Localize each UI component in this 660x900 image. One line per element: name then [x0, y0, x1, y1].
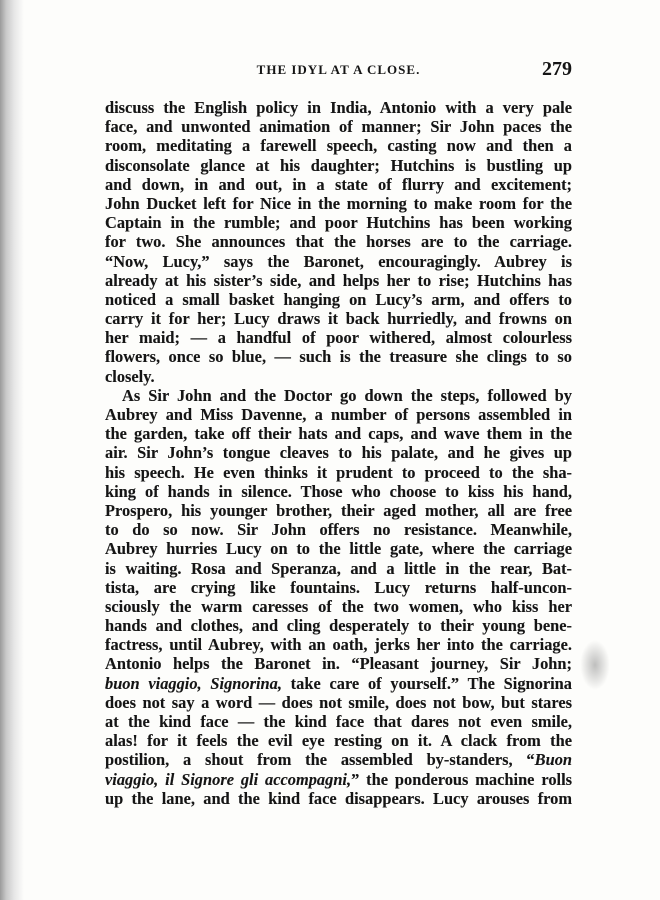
text-line: [105, 117, 572, 136]
text-run: closely.: [105, 366, 155, 386]
text-line: [105, 539, 572, 558]
text-run: John Ducket left for Nice in the morning to make room for the: [105, 193, 572, 213]
chapter-title: THE IDYL AT A CLOSE.: [256, 62, 421, 77]
italic-text: buon viaggio, Signorina,: [105, 673, 282, 693]
text-line: [105, 463, 572, 482]
text-line: [105, 367, 572, 386]
text-line: [105, 213, 572, 232]
text-run: Captain in the rumble; and poor Hutchins has been working: [105, 213, 572, 233]
text-line: [105, 559, 572, 578]
text-run: sciously the warm caresses of the two women, who kiss her: [105, 596, 572, 616]
text-line: [105, 347, 572, 366]
text-line: [105, 194, 572, 213]
text-line: [105, 424, 572, 443]
text-run: and down, in and out, in a state of flurry and excitement;: [105, 174, 572, 194]
text-line: [105, 597, 572, 616]
page-number: 279: [542, 58, 572, 80]
text-run: take care of yourself.” The Signorina: [281, 673, 572, 693]
text-line: [105, 693, 572, 712]
text-line: [105, 482, 572, 501]
text-line: [105, 98, 572, 117]
italic-text: Buon: [534, 750, 572, 770]
text-run: alas! for it feels the evil eye resting on it. A clack from the: [105, 731, 572, 751]
text-run: “Now, Lucy,” says the Baronet, encouragingly. Aubrey is: [105, 251, 572, 271]
text-line: [105, 290, 572, 309]
text-line: [105, 750, 572, 769]
text-line: [105, 328, 572, 347]
text-line: [105, 443, 572, 462]
text-line: [105, 616, 572, 635]
text-run: Aubrey hurries Lucy on to the little gate, where the carriage: [105, 539, 572, 559]
text-run: the garden, take off their hats and caps, and wave them in the: [105, 424, 572, 444]
text-run: discuss the English policy in India, Antonio with a very pale: [105, 98, 572, 117]
text-run: at the kind face — the kind face that dares not even smile,: [105, 712, 572, 731]
text-line: [105, 731, 572, 750]
text-run: noticed a small basket hanging on Lucy’s arm, and offers to: [105, 289, 572, 309]
text-run: Antonio helps the Baronet in. “Pleasant journey, Sir John;: [105, 654, 572, 674]
body-text: [105, 98, 572, 808]
text-line: [105, 520, 572, 539]
text-line: [105, 654, 572, 673]
text-line: [105, 789, 572, 808]
text-run: his speech. He even thinks it prudent to proceed to the sha-: [105, 462, 572, 482]
text-line: [105, 674, 572, 693]
text-run: air. Sir John’s tongue cleaves to his palate, and he gives up: [105, 443, 572, 463]
text-run: is waiting. Rosa and Speranza, and a little in the rear, Bat-: [105, 558, 572, 578]
text-run: flowers, once so blue, — such is the treasure she clings to so: [105, 347, 572, 367]
text-run: carry it for her; Lucy draws it back hurriedly, and frowns on: [105, 309, 572, 329]
text-line: [105, 712, 572, 731]
text-run: postilion, a shout from the assembled by-standers, “: [105, 750, 535, 770]
text-line: [105, 578, 572, 597]
text-line: [105, 501, 572, 520]
text-line: [105, 770, 572, 789]
text-line: [105, 271, 572, 290]
text-run: room, meditating a farewell speech, casting now and then a: [105, 136, 572, 156]
text-line: [105, 156, 572, 175]
text-run: her maid; — a handful of poor withered, almost colourless: [105, 328, 572, 348]
text-run: king of hands in silence. Those who choose to kiss his hand,: [105, 481, 572, 501]
text-run: Aubrey and Miss Davenne, a number of persons assembled in: [105, 405, 572, 424]
italic-text: viaggio, il Signore gli accompagni,: [105, 769, 352, 789]
text-run: does not say a word — does not smile, does not bow, but stares: [105, 692, 572, 712]
text-line: [105, 232, 572, 251]
text-line: [105, 252, 572, 271]
text-run: already at his sister’s side, and helps her to rise; Hutchins has: [105, 270, 572, 290]
text-line: [105, 136, 572, 155]
text-run: Prospero, his younger brother, their aged mother, all are free: [105, 500, 572, 520]
text-line: [105, 635, 572, 654]
text-run: face, and unwonted animation of manner; Sir John paces the: [105, 117, 572, 137]
text-line: [105, 386, 572, 405]
ink-smudge: [580, 640, 610, 690]
text-run: up the lane, and the kind face disappears. Lucy arouses from: [105, 788, 572, 808]
text-line: [105, 405, 572, 424]
text-run: for two. She announces that the horses are to the carriage.: [105, 232, 572, 252]
text-run: disconsolate glance at his daughter; Hutchins is bustling up: [105, 155, 572, 175]
text-run: tista, are crying like fountains. Lucy returns half-uncon-: [105, 577, 572, 597]
text-run: ” the ponderous machine rolls: [351, 769, 573, 789]
running-head: [105, 58, 572, 84]
scan-edge: [0, 0, 24, 900]
text-line: [105, 175, 572, 194]
text-run: factress, until Aubrey, with an oath, jerks her into the carriage.: [105, 635, 572, 655]
text-run: to do so now. Sir John offers no resistance. Meanwhile,: [105, 520, 572, 540]
text-run: As Sir John and the Doctor go down the steps, followed by: [122, 385, 572, 405]
text-line: [105, 309, 572, 328]
text-run: hands and clothes, and cling desperately to their young bene-: [105, 616, 572, 636]
